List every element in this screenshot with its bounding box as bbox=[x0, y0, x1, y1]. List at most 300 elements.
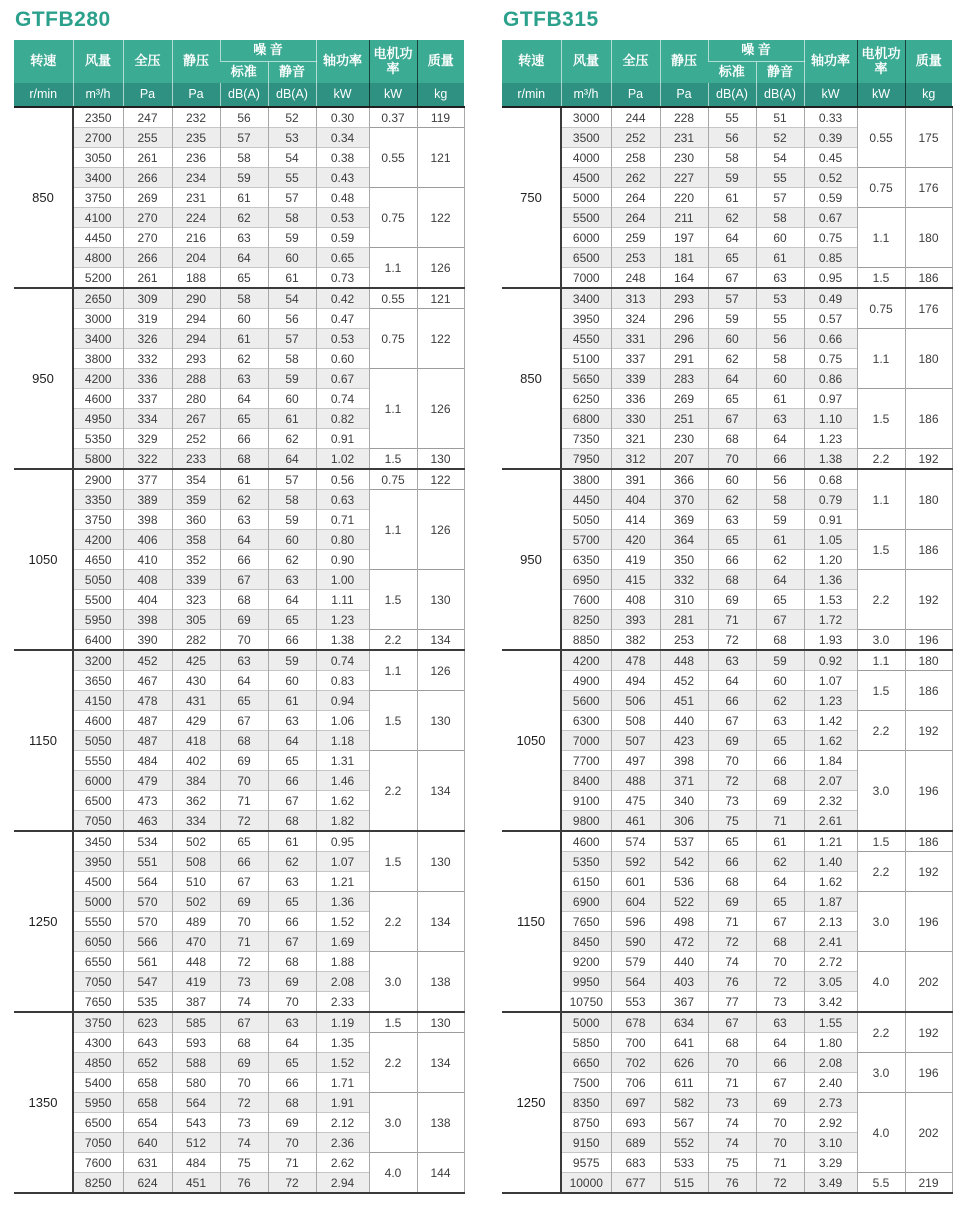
table-row bbox=[502, 107, 952, 128]
col-header-noise-silent: 静音 bbox=[268, 62, 316, 84]
noise_silent-cell: 72 bbox=[756, 972, 804, 992]
noise_silent-cell: 66 bbox=[756, 751, 804, 771]
flow-cell: 4600 bbox=[561, 831, 611, 852]
flow-cell: 6950 bbox=[561, 570, 611, 590]
col-header-mass: 质量 bbox=[417, 40, 464, 83]
shaft_power-cell: 1.69 bbox=[316, 932, 369, 952]
unit-label: kW bbox=[369, 83, 417, 107]
total_pressure-cell: 324 bbox=[611, 309, 660, 329]
mass-cell: 130 bbox=[417, 831, 464, 892]
shaft_power-cell: 2.61 bbox=[804, 811, 857, 832]
noise_standard-cell: 61 bbox=[708, 188, 756, 208]
shaft_power-cell: 0.60 bbox=[316, 349, 369, 369]
table-row bbox=[14, 1093, 464, 1113]
flow-cell: 5850 bbox=[561, 1033, 611, 1053]
noise_standard-cell: 67 bbox=[708, 268, 756, 289]
mass-cell: 130 bbox=[417, 1012, 464, 1033]
mass-cell: 126 bbox=[417, 490, 464, 570]
speed-cell: 950 bbox=[502, 469, 561, 650]
static_pressure-cell: 291 bbox=[660, 349, 708, 369]
speed-cell: 850 bbox=[502, 288, 561, 469]
flow-cell: 4600 bbox=[73, 389, 123, 409]
static_pressure-cell: 451 bbox=[660, 691, 708, 711]
shaft_power-cell: 1.71 bbox=[316, 1073, 369, 1093]
noise_standard-cell: 72 bbox=[708, 771, 756, 791]
static_pressure-cell: 448 bbox=[172, 952, 220, 972]
mass-cell: 134 bbox=[417, 1033, 464, 1093]
unit-label: dB(A) bbox=[220, 83, 268, 107]
total_pressure-cell: 564 bbox=[611, 972, 660, 992]
mass-cell: 180 bbox=[905, 469, 952, 530]
total_pressure-cell: 592 bbox=[611, 852, 660, 872]
total_pressure-cell: 601 bbox=[611, 872, 660, 892]
noise_silent-cell: 57 bbox=[268, 469, 316, 490]
static_pressure-cell: 228 bbox=[660, 107, 708, 128]
flow-cell: 4600 bbox=[73, 711, 123, 731]
noise_standard-cell: 67 bbox=[708, 1012, 756, 1033]
table-row bbox=[14, 128, 464, 148]
col-header-total-pressure: 全压 bbox=[611, 40, 660, 83]
flow-cell: 5350 bbox=[561, 852, 611, 872]
unit-label: kg bbox=[905, 83, 952, 107]
noise_silent-cell: 60 bbox=[756, 671, 804, 691]
noise_standard-cell: 68 bbox=[708, 570, 756, 590]
table-row bbox=[502, 1093, 952, 1113]
total_pressure-cell: 244 bbox=[611, 107, 660, 128]
static_pressure-cell: 252 bbox=[172, 429, 220, 449]
noise_silent-cell: 55 bbox=[756, 168, 804, 188]
total_pressure-cell: 410 bbox=[123, 550, 172, 570]
noise_standard-cell: 65 bbox=[708, 530, 756, 550]
flow-cell: 2900 bbox=[73, 469, 123, 490]
flow-cell: 5000 bbox=[73, 892, 123, 912]
static_pressure-cell: 508 bbox=[172, 852, 220, 872]
total_pressure-cell: 261 bbox=[123, 148, 172, 168]
motor-power-cell: 3.0 bbox=[857, 630, 905, 651]
noise_silent-cell: 67 bbox=[268, 932, 316, 952]
mass-cell: 186 bbox=[905, 671, 952, 711]
flow-cell: 7500 bbox=[561, 1073, 611, 1093]
shaft_power-cell: 0.92 bbox=[804, 650, 857, 671]
static_pressure-cell: 440 bbox=[660, 711, 708, 731]
noise_standard-cell: 65 bbox=[220, 268, 268, 289]
table-row bbox=[502, 530, 952, 550]
mass-cell: 186 bbox=[905, 268, 952, 289]
unit-label: dB(A) bbox=[268, 83, 316, 107]
motor-power-cell: 2.2 bbox=[857, 570, 905, 630]
total_pressure-cell: 337 bbox=[123, 389, 172, 409]
spec-table-block-gtfb315 bbox=[502, 5, 952, 1194]
mass-cell: 130 bbox=[417, 691, 464, 751]
noise_silent-cell: 71 bbox=[756, 1153, 804, 1173]
noise_silent-cell: 70 bbox=[268, 992, 316, 1013]
shaft_power-cell: 3.10 bbox=[804, 1133, 857, 1153]
speed-cell: 1350 bbox=[14, 1012, 73, 1193]
noise_standard-cell: 67 bbox=[220, 872, 268, 892]
flow-cell: 7050 bbox=[73, 811, 123, 832]
flow-cell: 6500 bbox=[73, 791, 123, 811]
table-row bbox=[502, 650, 952, 671]
table-row bbox=[14, 248, 464, 268]
col-header-flow: 风量 bbox=[73, 40, 123, 83]
speed-cell: 1050 bbox=[14, 469, 73, 650]
total_pressure-cell: 419 bbox=[611, 550, 660, 570]
static_pressure-cell: 233 bbox=[172, 449, 220, 470]
shaft_power-cell: 3.05 bbox=[804, 972, 857, 992]
noise_standard-cell: 58 bbox=[708, 148, 756, 168]
motor-power-cell: 0.75 bbox=[857, 168, 905, 208]
total_pressure-cell: 248 bbox=[611, 268, 660, 289]
total_pressure-cell: 652 bbox=[123, 1053, 172, 1073]
total_pressure-cell: 404 bbox=[123, 590, 172, 610]
static_pressure-cell: 448 bbox=[660, 650, 708, 671]
motor-power-cell: 0.37 bbox=[369, 107, 417, 128]
total_pressure-cell: 266 bbox=[123, 168, 172, 188]
static_pressure-cell: 204 bbox=[172, 248, 220, 268]
static_pressure-cell: 306 bbox=[660, 811, 708, 832]
col-header-static-pressure: 静压 bbox=[660, 40, 708, 83]
static_pressure-cell: 470 bbox=[172, 932, 220, 952]
static_pressure-cell: 269 bbox=[660, 389, 708, 409]
noise_standard-cell: 67 bbox=[708, 711, 756, 731]
flow-cell: 8400 bbox=[561, 771, 611, 791]
flow-cell: 3000 bbox=[561, 107, 611, 128]
shaft_power-cell: 0.75 bbox=[804, 349, 857, 369]
spec-table bbox=[14, 40, 465, 1194]
shaft_power-cell: 1.07 bbox=[804, 671, 857, 691]
flow-cell: 7000 bbox=[561, 731, 611, 751]
noise_silent-cell: 61 bbox=[268, 691, 316, 711]
shaft_power-cell: 0.49 bbox=[804, 288, 857, 309]
shaft_power-cell: 0.47 bbox=[316, 309, 369, 329]
table-row bbox=[502, 751, 952, 771]
static_pressure-cell: 231 bbox=[172, 188, 220, 208]
noise_standard-cell: 76 bbox=[708, 1173, 756, 1194]
noise_silent-cell: 61 bbox=[756, 248, 804, 268]
shaft_power-cell: 1.21 bbox=[804, 831, 857, 852]
noise_standard-cell: 68 bbox=[708, 872, 756, 892]
shaft_power-cell: 1.52 bbox=[316, 912, 369, 932]
noise_standard-cell: 66 bbox=[708, 550, 756, 570]
flow-cell: 4900 bbox=[561, 671, 611, 691]
noise_standard-cell: 74 bbox=[220, 1133, 268, 1153]
noise_standard-cell: 69 bbox=[220, 1053, 268, 1073]
noise_standard-cell: 67 bbox=[220, 1012, 268, 1033]
static_pressure-cell: 403 bbox=[660, 972, 708, 992]
motor-power-cell: 0.75 bbox=[857, 288, 905, 329]
noise_silent-cell: 69 bbox=[756, 1093, 804, 1113]
shaft_power-cell: 0.45 bbox=[804, 148, 857, 168]
motor-power-cell: 3.0 bbox=[857, 751, 905, 832]
motor-power-cell: 1.1 bbox=[857, 469, 905, 530]
static_pressure-cell: 515 bbox=[660, 1173, 708, 1194]
static_pressure-cell: 197 bbox=[660, 228, 708, 248]
mass-cell: 119 bbox=[417, 107, 464, 128]
static_pressure-cell: 419 bbox=[172, 972, 220, 992]
static_pressure-cell: 294 bbox=[172, 309, 220, 329]
table-row bbox=[14, 691, 464, 711]
flow-cell: 4450 bbox=[561, 490, 611, 510]
noise_standard-cell: 68 bbox=[220, 590, 268, 610]
noise_silent-cell: 57 bbox=[756, 188, 804, 208]
noise_silent-cell: 69 bbox=[756, 791, 804, 811]
shaft_power-cell: 0.43 bbox=[316, 168, 369, 188]
total_pressure-cell: 258 bbox=[611, 148, 660, 168]
noise_silent-cell: 71 bbox=[268, 1153, 316, 1173]
noise_silent-cell: 73 bbox=[756, 992, 804, 1013]
shaft_power-cell: 1.62 bbox=[804, 731, 857, 751]
noise_standard-cell: 65 bbox=[708, 248, 756, 268]
static_pressure-cell: 352 bbox=[172, 550, 220, 570]
speed-cell: 1050 bbox=[502, 650, 561, 831]
table-row bbox=[14, 952, 464, 972]
shaft_power-cell: 1.62 bbox=[316, 791, 369, 811]
total_pressure-cell: 507 bbox=[611, 731, 660, 751]
static_pressure-cell: 230 bbox=[660, 148, 708, 168]
flow-cell: 4300 bbox=[73, 1033, 123, 1053]
flow-cell: 8450 bbox=[561, 932, 611, 952]
noise_standard-cell: 57 bbox=[708, 288, 756, 309]
mass-cell: 134 bbox=[417, 630, 464, 651]
noise_silent-cell: 64 bbox=[268, 731, 316, 751]
shaft_power-cell: 1.07 bbox=[316, 852, 369, 872]
noise_standard-cell: 63 bbox=[220, 369, 268, 389]
unit-label: r/min bbox=[502, 83, 561, 107]
flow-cell: 6050 bbox=[73, 932, 123, 952]
noise_standard-cell: 61 bbox=[220, 188, 268, 208]
shaft_power-cell: 2.07 bbox=[804, 771, 857, 791]
total_pressure-cell: 398 bbox=[123, 610, 172, 630]
noise_silent-cell: 69 bbox=[268, 972, 316, 992]
noise_standard-cell: 65 bbox=[220, 831, 268, 852]
shaft_power-cell: 0.79 bbox=[804, 490, 857, 510]
noise_standard-cell: 70 bbox=[708, 449, 756, 470]
flow-cell: 5550 bbox=[73, 751, 123, 771]
static_pressure-cell: 207 bbox=[660, 449, 708, 470]
flow-cell: 3800 bbox=[73, 349, 123, 369]
flow-cell: 7600 bbox=[561, 590, 611, 610]
noise_silent-cell: 59 bbox=[756, 650, 804, 671]
flow-cell: 7650 bbox=[561, 912, 611, 932]
noise_silent-cell: 56 bbox=[268, 309, 316, 329]
mass-cell: 175 bbox=[905, 107, 952, 168]
flow-cell: 3400 bbox=[73, 168, 123, 188]
static_pressure-cell: 567 bbox=[660, 1113, 708, 1133]
noise_silent-cell: 62 bbox=[756, 691, 804, 711]
mass-cell: 196 bbox=[905, 630, 952, 651]
mass-cell: 138 bbox=[417, 952, 464, 1013]
noise_silent-cell: 61 bbox=[268, 268, 316, 289]
flow-cell: 3950 bbox=[73, 852, 123, 872]
noise_standard-cell: 61 bbox=[220, 329, 268, 349]
shaft_power-cell: 1.62 bbox=[804, 872, 857, 892]
mass-cell: 176 bbox=[905, 288, 952, 329]
table-row bbox=[14, 1033, 464, 1053]
total_pressure-cell: 508 bbox=[611, 711, 660, 731]
motor-power-cell: 3.0 bbox=[369, 952, 417, 1013]
noise_silent-cell: 68 bbox=[756, 932, 804, 952]
static_pressure-cell: 431 bbox=[172, 691, 220, 711]
shaft_power-cell: 2.08 bbox=[316, 972, 369, 992]
noise_standard-cell: 73 bbox=[220, 972, 268, 992]
noise_standard-cell: 66 bbox=[708, 691, 756, 711]
unit-label: r/min bbox=[14, 83, 73, 107]
noise_standard-cell: 60 bbox=[708, 469, 756, 490]
noise_standard-cell: 70 bbox=[220, 1073, 268, 1093]
noise_standard-cell: 75 bbox=[708, 811, 756, 832]
flow-cell: 5000 bbox=[561, 1012, 611, 1033]
static_pressure-cell: 593 bbox=[172, 1033, 220, 1053]
static_pressure-cell: 283 bbox=[660, 369, 708, 389]
static_pressure-cell: 359 bbox=[172, 490, 220, 510]
flow-cell: 4650 bbox=[73, 550, 123, 570]
static_pressure-cell: 552 bbox=[660, 1133, 708, 1153]
noise_standard-cell: 62 bbox=[220, 349, 268, 369]
speed-cell: 850 bbox=[14, 107, 73, 288]
total_pressure-cell: 334 bbox=[123, 409, 172, 429]
flow-cell: 8250 bbox=[561, 610, 611, 630]
flow-cell: 5550 bbox=[73, 912, 123, 932]
motor-power-cell: 1.5 bbox=[857, 389, 905, 449]
shaft_power-cell: 0.67 bbox=[804, 208, 857, 228]
static_pressure-cell: 472 bbox=[660, 932, 708, 952]
table-row bbox=[502, 952, 952, 972]
total_pressure-cell: 566 bbox=[123, 932, 172, 952]
noise_standard-cell: 72 bbox=[220, 1093, 268, 1113]
noise_silent-cell: 70 bbox=[268, 1133, 316, 1153]
noise_silent-cell: 72 bbox=[268, 1173, 316, 1194]
total_pressure-cell: 547 bbox=[123, 972, 172, 992]
noise_silent-cell: 51 bbox=[756, 107, 804, 128]
static_pressure-cell: 360 bbox=[172, 510, 220, 530]
table-row bbox=[502, 831, 952, 852]
noise_standard-cell: 63 bbox=[220, 650, 268, 671]
motor-power-cell: 1.1 bbox=[857, 650, 905, 671]
noise_silent-cell: 65 bbox=[268, 1053, 316, 1073]
static_pressure-cell: 362 bbox=[172, 791, 220, 811]
noise_standard-cell: 62 bbox=[708, 349, 756, 369]
shaft_power-cell: 2.40 bbox=[804, 1073, 857, 1093]
table-row bbox=[14, 831, 464, 852]
col-header-total-pressure: 全压 bbox=[123, 40, 172, 83]
shaft_power-cell: 1.46 bbox=[316, 771, 369, 791]
noise_silent-cell: 53 bbox=[756, 288, 804, 309]
flow-cell: 6000 bbox=[561, 228, 611, 248]
static_pressure-cell: 367 bbox=[660, 992, 708, 1013]
static_pressure-cell: 231 bbox=[660, 128, 708, 148]
shaft_power-cell: 1.23 bbox=[804, 429, 857, 449]
noise_silent-cell: 70 bbox=[756, 1113, 804, 1133]
static_pressure-cell: 224 bbox=[172, 208, 220, 228]
noise_standard-cell: 69 bbox=[220, 610, 268, 630]
shaft_power-cell: 1.88 bbox=[316, 952, 369, 972]
noise_silent-cell: 59 bbox=[268, 650, 316, 671]
shaft_power-cell: 2.36 bbox=[316, 1133, 369, 1153]
noise_silent-cell: 58 bbox=[268, 490, 316, 510]
mass-cell: 122 bbox=[417, 188, 464, 248]
col-header-shaft-power: 轴功率 bbox=[316, 40, 369, 83]
shaft_power-cell: 1.23 bbox=[804, 691, 857, 711]
mass-cell: 192 bbox=[905, 852, 952, 892]
flow-cell: 5350 bbox=[73, 429, 123, 449]
mass-cell: 196 bbox=[905, 751, 952, 832]
noise_standard-cell: 64 bbox=[708, 671, 756, 691]
flow-cell: 7050 bbox=[73, 1133, 123, 1153]
static_pressure-cell: 626 bbox=[660, 1053, 708, 1073]
total_pressure-cell: 261 bbox=[123, 268, 172, 289]
static_pressure-cell: 334 bbox=[172, 811, 220, 832]
mass-cell: 192 bbox=[905, 711, 952, 751]
shaft_power-cell: 0.95 bbox=[804, 268, 857, 289]
shaft_power-cell: 1.82 bbox=[316, 811, 369, 832]
shaft_power-cell: 0.42 bbox=[316, 288, 369, 309]
table-row bbox=[502, 1012, 952, 1033]
noise_standard-cell: 64 bbox=[708, 369, 756, 389]
noise_standard-cell: 73 bbox=[708, 791, 756, 811]
static_pressure-cell: 230 bbox=[660, 429, 708, 449]
noise_silent-cell: 65 bbox=[756, 731, 804, 751]
noise_standard-cell: 72 bbox=[220, 811, 268, 832]
total_pressure-cell: 478 bbox=[123, 691, 172, 711]
static_pressure-cell: 267 bbox=[172, 409, 220, 429]
noise_standard-cell: 63 bbox=[220, 228, 268, 248]
shaft_power-cell: 1.87 bbox=[804, 892, 857, 912]
static_pressure-cell: 236 bbox=[172, 148, 220, 168]
shaft_power-cell: 0.90 bbox=[316, 550, 369, 570]
mass-cell: 180 bbox=[905, 650, 952, 671]
noise_silent-cell: 66 bbox=[268, 1073, 316, 1093]
shaft_power-cell: 1.23 bbox=[316, 610, 369, 630]
motor-power-cell: 2.2 bbox=[857, 449, 905, 470]
col-header-noise: 噪 音 bbox=[220, 40, 316, 62]
static_pressure-cell: 588 bbox=[172, 1053, 220, 1073]
unit-label: Pa bbox=[123, 83, 172, 107]
mass-cell: 126 bbox=[417, 369, 464, 449]
noise_standard-cell: 63 bbox=[220, 510, 268, 530]
motor-power-cell: 1.1 bbox=[369, 650, 417, 691]
shaft_power-cell: 2.08 bbox=[804, 1053, 857, 1073]
shaft_power-cell: 1.38 bbox=[804, 449, 857, 470]
noise_silent-cell: 57 bbox=[268, 329, 316, 349]
unit-label: dB(A) bbox=[756, 83, 804, 107]
static_pressure-cell: 370 bbox=[660, 490, 708, 510]
total_pressure-cell: 262 bbox=[611, 168, 660, 188]
static_pressure-cell: 533 bbox=[660, 1153, 708, 1173]
motor-power-cell: 0.55 bbox=[369, 128, 417, 188]
flow-cell: 9575 bbox=[561, 1153, 611, 1173]
shaft_power-cell: 0.63 bbox=[316, 490, 369, 510]
noise_standard-cell: 66 bbox=[220, 852, 268, 872]
flow-cell: 3950 bbox=[561, 309, 611, 329]
static_pressure-cell: 216 bbox=[172, 228, 220, 248]
unit-label: kW bbox=[857, 83, 905, 107]
motor-power-cell: 1.1 bbox=[857, 208, 905, 268]
total_pressure-cell: 408 bbox=[123, 570, 172, 590]
flow-cell: 3400 bbox=[561, 288, 611, 309]
noise_standard-cell: 71 bbox=[220, 932, 268, 952]
noise_silent-cell: 67 bbox=[756, 1073, 804, 1093]
total_pressure-cell: 689 bbox=[611, 1133, 660, 1153]
noise_silent-cell: 67 bbox=[756, 610, 804, 630]
noise_silent-cell: 60 bbox=[756, 369, 804, 389]
motor-power-cell: 0.75 bbox=[369, 188, 417, 248]
noise_standard-cell: 64 bbox=[220, 671, 268, 691]
noise_standard-cell: 68 bbox=[220, 1033, 268, 1053]
shaft_power-cell: 0.59 bbox=[804, 188, 857, 208]
col-header-shaft-power: 轴功率 bbox=[804, 40, 857, 83]
noise_standard-cell: 74 bbox=[708, 1113, 756, 1133]
noise_standard-cell: 66 bbox=[708, 852, 756, 872]
